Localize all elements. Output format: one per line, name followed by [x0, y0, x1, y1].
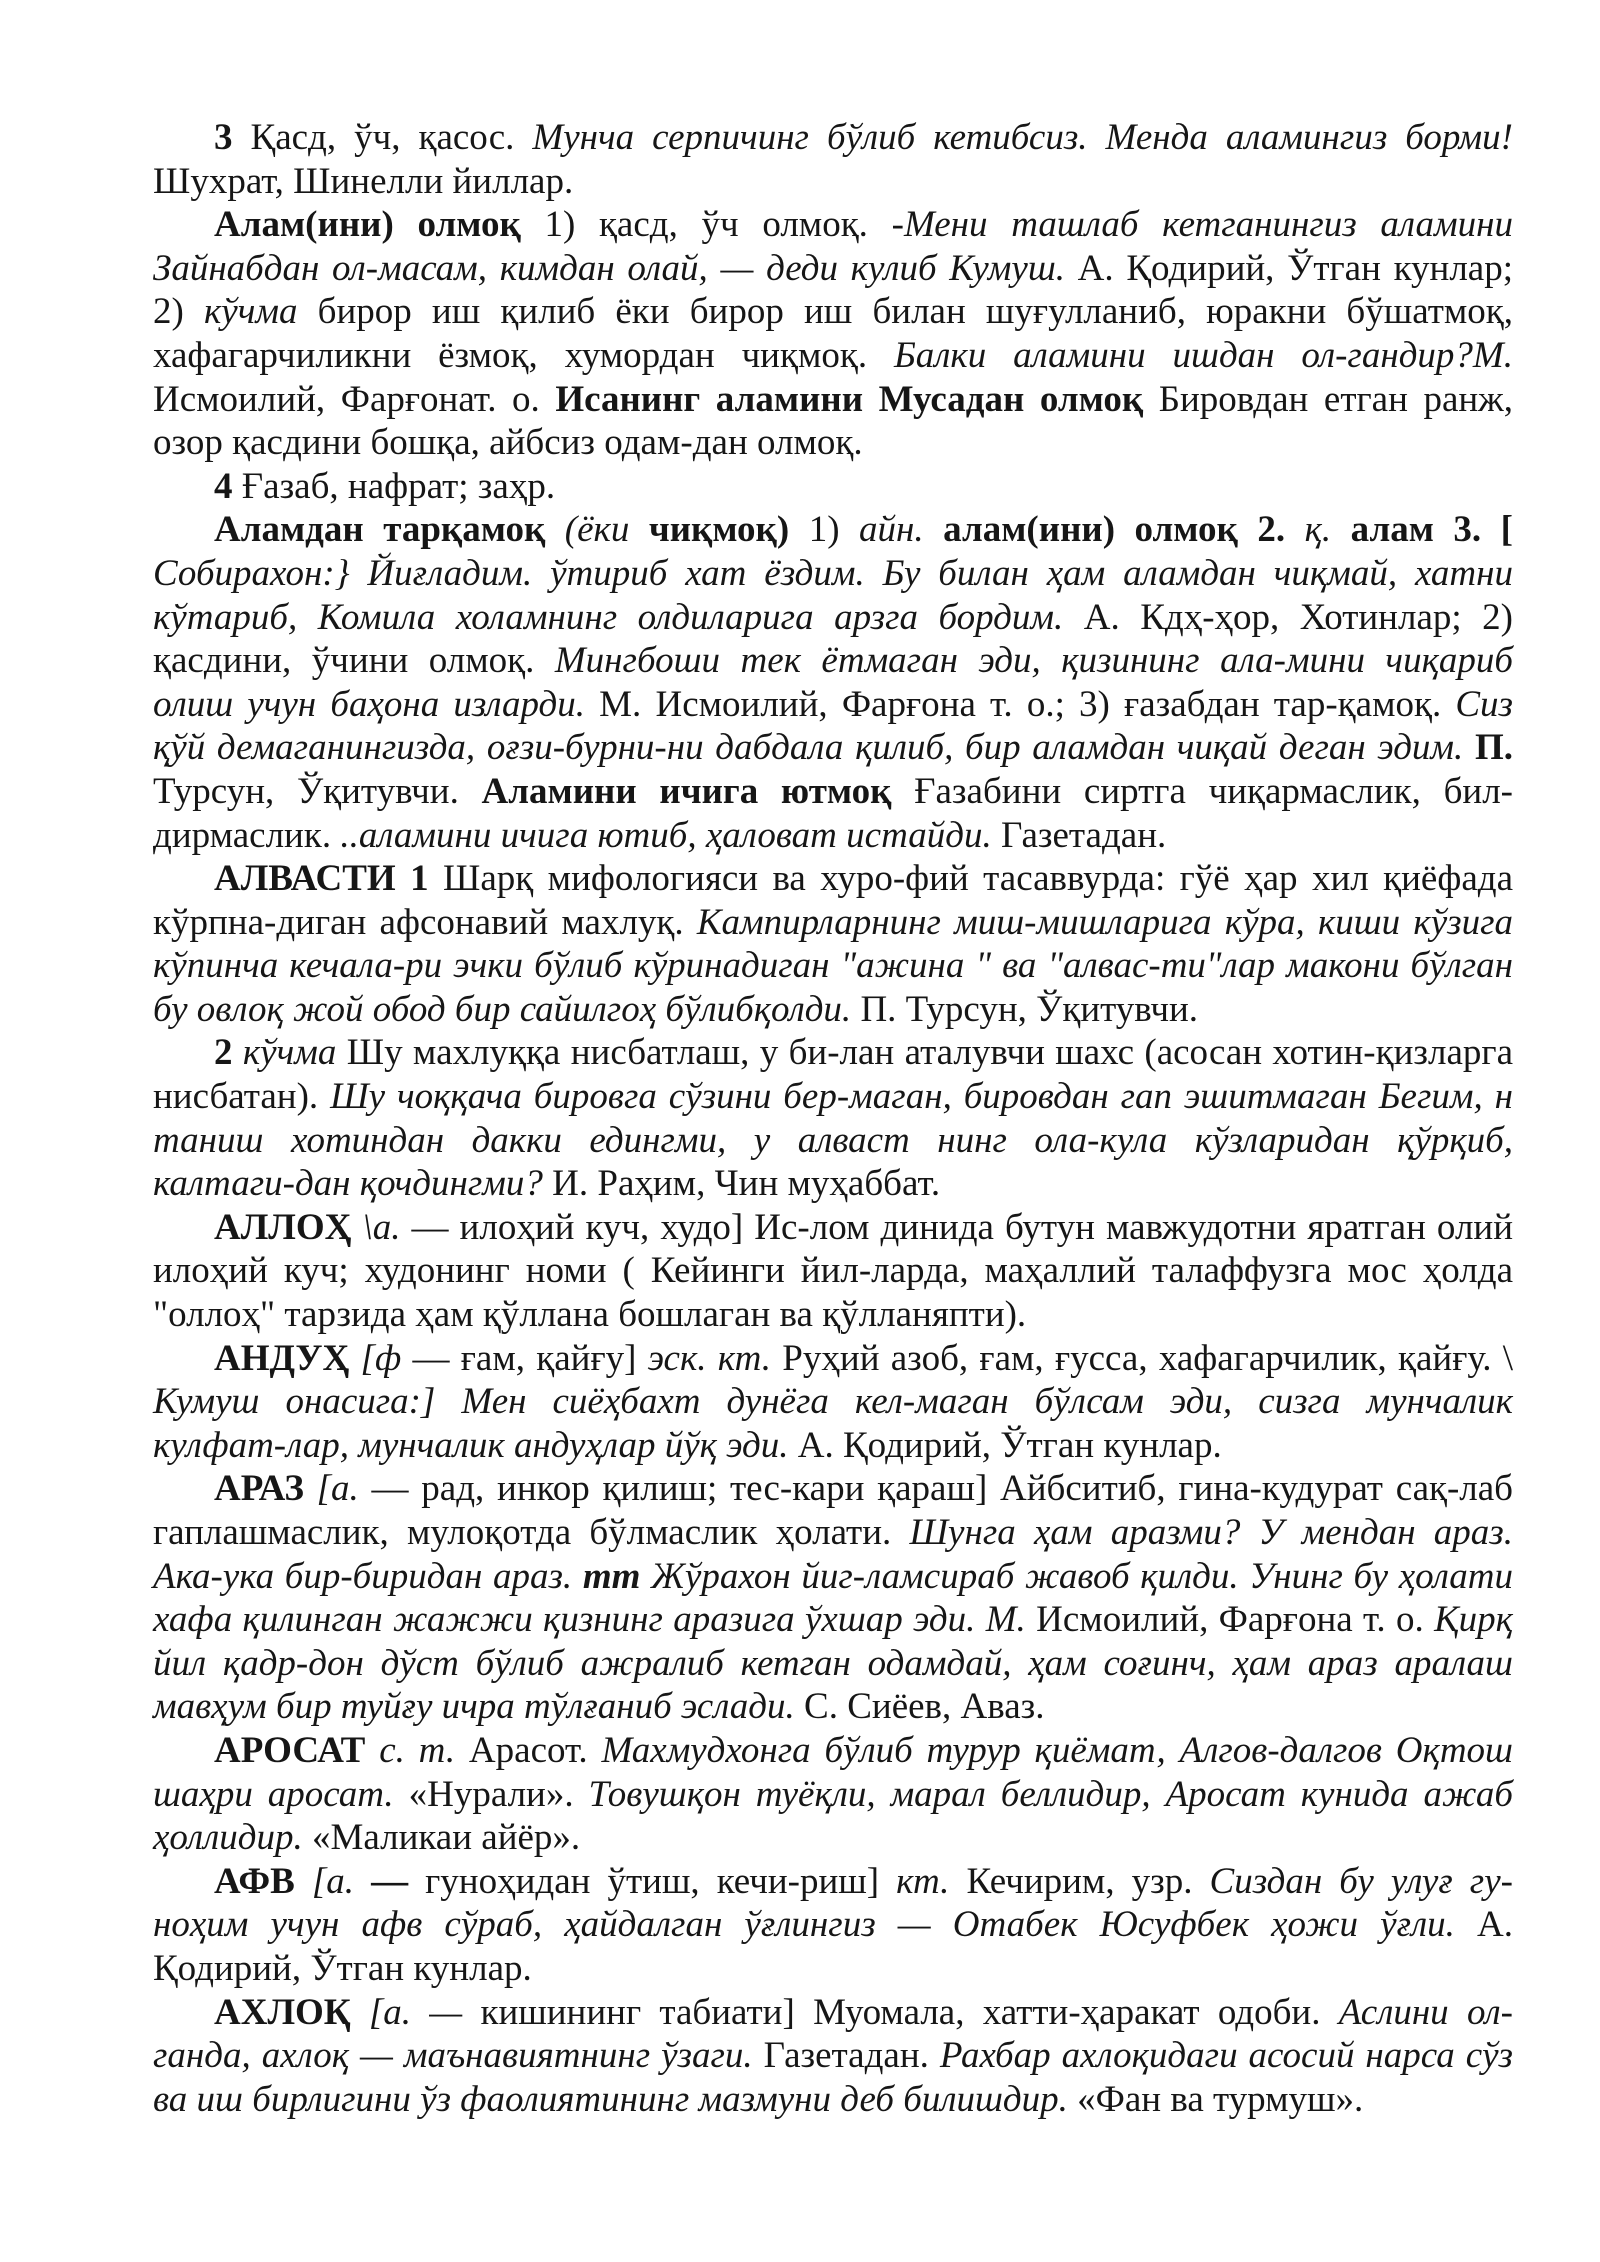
text-line — [153, 2034, 1513, 2078]
text-line — [153, 857, 1513, 901]
italic-text: ганда, ахлоқ — маънавиятнинг ўзаги. — [153, 2035, 753, 2077]
italic-text: кт. — [896, 1860, 950, 1902]
regular-text: Арасот. — [455, 1729, 602, 1771]
dictionary-entry — [153, 116, 1513, 203]
italic-text: Зайнабдан ол-масам, кимдан олай, — деди кулиб Кумуш. — [153, 247, 1065, 289]
dictionary-entry — [153, 1467, 1513, 1729]
regular-text: қасдини, ўчини олмоқ. — [153, 640, 555, 682]
regular-text: гаплашмаслик, мулоқотда бўлмаслик ҳолати. — [153, 1512, 910, 1553]
italic-text: [а. — [311, 1860, 372, 1902]
regular-text: кишининг табиати] Муомала, хатти-ҳаракат одоби. — [462, 1991, 1339, 2033]
italic-text: Товушқон туёқли, марал беллидир, Аросат кунида ажаб — [588, 1773, 1514, 1815]
text-line — [153, 1860, 1513, 1904]
regular-text: А. Кдҳ-ҳор, Хотинлар; 2) — [1063, 596, 1513, 638]
italic-text: Аслини ол- — [1338, 1991, 1513, 2033]
regular-text: — рад, инкор қилиш; тес-кари қараш] Айбситиб, гина-кудурат сақ-лаб — [358, 1468, 1513, 1510]
italic-text: кўтариб, Комила холамнинг олдиларига арзга бордим. — [153, 596, 1064, 638]
bold-text: АЛЛОҲ — [214, 1206, 363, 1248]
text-line — [153, 1729, 1513, 1773]
bold-text: П. — [1474, 727, 1513, 769]
regular-text: С. Сиёев, Аваз. — [794, 1686, 1045, 1728]
regular-text: Ғазаб, нафрат; заҳр. — [232, 465, 556, 507]
regular-text: Исмоилий, Фарғона т. о. — [1025, 1599, 1435, 1641]
regular-text: А. Қодирий, Ўтган кунлар; — [1065, 247, 1513, 289]
regular-text: А. — [1454, 1904, 1513, 1946]
regular-text: Исмоилий, Фарғонат. о. — [153, 378, 556, 420]
italic-text: Махмудхонга бўлиб турур қиёмат, Алгов-далгов Оқтош — [601, 1729, 1513, 1771]
italic-text: йил қадр-дон дўст бўлиб ажралиб кетган одамдай, ҳам соғинч, ҳам араз аралаш — [153, 1642, 1513, 1684]
italic-text: Мунча серпичинг бўлиб кетибсиз. Менда аламингиз борми! — [532, 117, 1513, 158]
text-line — [153, 1773, 1513, 1817]
italic-text: [а. — — [368, 1991, 463, 2033]
bold-text: чиқмоқ) — [648, 509, 790, 551]
text-line — [153, 1119, 1513, 1163]
italic-text: кўчма — [242, 1032, 337, 1074]
regular-text: Кечирим, узр. — [949, 1860, 1210, 1902]
italic-text: Ака-ука бир-биридан араз. — [153, 1555, 583, 1597]
dictionary-entry — [153, 1991, 1513, 2122]
regular-text: Шу махлуққа нисбатлаш, у би-лан аталувчи шахс (асосан хотин-қизларга — [336, 1032, 1513, 1074]
italic-text: [ф — [360, 1337, 402, 1379]
bold-text: Аламини ичига ютмоқ — [481, 770, 892, 812]
italic-text: ва иш бирлигини ўз фаолиятининг мазмуни деб билишдир. — [153, 2078, 1068, 2120]
italic-text: Балки аламини ишдан ол-гандир?М. — [893, 334, 1513, 376]
text-line — [153, 726, 1513, 770]
italic-text: олиш учун баҳона изларди. — [153, 683, 585, 725]
bold-text: 4 — [214, 465, 233, 507]
regular-text: илоҳий куч; худонинг номи ( Кейинги йил-ларда, маҳаллий талаффузга мос ҳолда — [153, 1250, 1513, 1292]
italic-text: Мингбоши тек ётмаган эди, қизининг ала-мини чиқариб — [554, 640, 1513, 682]
regular-text: Ғазабини сиртга чиқармаслик, бил- — [891, 770, 1513, 812]
bold-text: Исанинг аламини Мусадан олмоқ — [555, 378, 1144, 420]
dictionary-entry — [153, 1206, 1513, 1337]
text-line — [153, 378, 1513, 422]
bold-text: АФВ — [214, 1860, 312, 1902]
regular-text: хафагарчиликни ёзмоқ, хумордан чиқмоқ. — [153, 334, 894, 376]
regular-text: П. Турсун, Ўқитувчи. — [851, 988, 1199, 1030]
bold-text: АЛВАСТИ 1 — [214, 858, 429, 900]
text-line — [153, 1598, 1513, 1642]
text-line — [153, 944, 1513, 988]
text-line — [153, 2078, 1513, 2122]
text-line — [153, 901, 1513, 945]
italic-text: мавҳум бир туйғу ичра тўлғаниб эслади. — [153, 1686, 795, 1728]
italic-text: таниш хотиндан дакки едингми, у алваст нинг ола-кула кўзларидан қўрқиб, — [153, 1119, 1513, 1161]
text-line — [153, 1816, 1513, 1860]
italic-text: Сиз — [1455, 683, 1513, 725]
bold-text: алам(ини) олмоқ 2. — [943, 509, 1305, 551]
regular-text: А. Қодирий, Ўтган кунлар. — [788, 1424, 1222, 1466]
text-line — [153, 1249, 1513, 1293]
dictionary-entry — [153, 1860, 1513, 1991]
text-line — [153, 1642, 1513, 1686]
dictionary-entry — [153, 508, 1513, 857]
regular-text: кўрпна-диган афсонавий махлуқ. — [153, 901, 697, 943]
regular-text: озор қасдини бошқа, айбсиз одам-дан олмоқ. — [153, 422, 863, 464]
regular-text: гуноҳидан ўтиш, кечи-риш] — [408, 1860, 897, 1902]
italic-text: ноҳим учун афв сўраб, ҳайдалган ўғлингиз — Отабек Юсуфбек ҳожи ўғли. — [153, 1904, 1455, 1946]
text-line — [153, 1162, 1513, 1206]
dictionary-page-text — [153, 116, 1513, 2121]
regular-text: нисбатан). — [153, 1076, 331, 1118]
text-line — [153, 203, 1513, 247]
bold-text: 3 — [214, 117, 233, 158]
italic-text: Сиздан бу улуғ гу- — [1209, 1860, 1513, 1902]
regular-text: Шухрат, Шинелли йиллар. — [153, 160, 574, 202]
text-line — [153, 1903, 1513, 1947]
dictionary-entry — [153, 1031, 1513, 1205]
text-line — [153, 770, 1513, 814]
regular-text: "оллоҳ" тарзида ҳам қўллана бошлаган ва қўлланяпти). — [153, 1294, 1027, 1336]
regular-text: Бировдан етган ранж, — [1143, 378, 1513, 420]
regular-text: 1) қасд, ўч олмоқ. — [520, 204, 892, 246]
italic-text: қўй демаганингизда, оғзи-бурни-ни дабдала қилиб, бир аламдан чиқай деган эдим. — [153, 727, 1475, 769]
bold-text: АРАЗ — [214, 1468, 317, 1510]
text-line — [153, 1555, 1513, 1599]
text-line — [153, 1424, 1513, 1468]
italic-text: [а. — [316, 1468, 359, 1510]
regular-text: И. Раҳим, Чин муҳаббат. — [542, 1163, 941, 1205]
text-line — [153, 1206, 1513, 1250]
italic-text: айн. — [859, 509, 944, 551]
italic-text: Кумуш онасига:] Мен сиёҳбахт дунёга кел-маган бўлсам эди, сизга мунчалик — [153, 1381, 1513, 1423]
regular-text: 1) — [789, 509, 860, 551]
regular-text: «Нурали». — [393, 1773, 589, 1815]
bold-text: алам 3. [ — [1350, 509, 1513, 551]
regular-text: — илоҳий куч, худо] Ис-лом динида бутун мавжудотни яратган олий — [400, 1206, 1514, 1248]
text-line — [153, 1685, 1513, 1729]
text-line — [153, 1075, 1513, 1119]
text-line — [153, 1991, 1513, 2035]
regular-text: Турсун, Ўқитувчи. — [153, 770, 482, 812]
dictionary-entry — [153, 1729, 1513, 1860]
text-line — [153, 1293, 1513, 1337]
text-line — [153, 421, 1513, 465]
bold-text: — — [371, 1860, 409, 1902]
text-line — [153, 988, 1513, 1032]
text-line — [153, 465, 1513, 509]
regular-text: Газетадан. — [991, 814, 1167, 856]
regular-text: Қодирий, Ўтган кунлар. — [153, 1947, 532, 1989]
regular-text: Қасд, ўч, қасос. — [232, 117, 533, 158]
text-line — [153, 334, 1513, 378]
regular-text: Руҳий азоб, ғам, ғусса, хафагарчилик, қайғу. \ — [771, 1337, 1513, 1379]
italic-text: калтаги-дан қочдингми? — [153, 1163, 543, 1205]
italic-text: эск. кт. — [647, 1337, 772, 1379]
bold-italic-text: тт — [582, 1555, 641, 1597]
italic-text: кўпинча кечала-ри эчки бўлиб кўринадиган "ажина " ва "алвас-ти"лар макони бўлган — [153, 945, 1513, 987]
text-line — [153, 552, 1513, 596]
text-line — [153, 1947, 1513, 1991]
italic-text: қ. — [1304, 509, 1351, 551]
italic-text: Кампирларнинг миш-мишларига кўра, киши кўзига — [696, 901, 1513, 943]
text-line — [153, 1467, 1513, 1511]
bold-text: АХЛОҚ — [214, 1991, 369, 2033]
regular-text: Шарқ мифологияси ва хуро-фий тасаввурда: гўё ҳар хил қиёфада — [428, 858, 1513, 900]
bold-text: Алам(ини) олмоқ — [214, 204, 521, 246]
italic-text: ҳоллидир. — [153, 1817, 303, 1859]
regular-text: «Фан ва турмуш». — [1067, 2078, 1364, 2120]
regular-text: бирор иш қилиб ёки бирор иш билан шуғулланиб, юракни бўшатмоқ, — [297, 291, 1514, 333]
italic-text: Шу чоққача бировга сўзини бер-маган, бировдан гап эшитмаган Бегим, н — [330, 1076, 1513, 1118]
bold-text: АРОСАТ — [214, 1729, 380, 1771]
text-line — [153, 1511, 1513, 1555]
dictionary-entry — [153, 203, 1513, 465]
text-line — [153, 1031, 1513, 1075]
regular-text: «Маликаи айёр». — [302, 1817, 581, 1859]
regular-text: дирмаслик. — [153, 814, 341, 856]
text-line — [153, 1380, 1513, 1424]
text-line — [153, 596, 1513, 640]
regular-text: — ғам, қайғу] — [401, 1337, 648, 1379]
regular-text: М. Исмоилий, Фарғона т. о.; 3) ғазабдан тар-қамоқ. — [584, 683, 1456, 725]
dictionary-entry — [153, 1337, 1513, 1468]
text-line — [153, 160, 1513, 204]
text-line — [153, 1337, 1513, 1381]
italic-text: Шунга ҳам аразми? У мендан араз. — [909, 1512, 1513, 1553]
italic-text: кулфат-лар, мунчалик андуҳлар йўқ эди. — [153, 1424, 789, 1466]
text-line — [153, 814, 1513, 858]
italic-text: ..аламини ичига ютиб, ҳаловат истайди. — [340, 814, 992, 856]
text-line — [153, 683, 1513, 727]
text-line — [153, 116, 1513, 160]
dictionary-entry — [153, 465, 1513, 509]
dictionary-entry — [153, 857, 1513, 1031]
italic-text: Жўрахон йиг-ламсираб жавоб қилди. Унинг бу ҳолати — [640, 1555, 1513, 1597]
italic-text: шаҳри аросат. — [153, 1773, 394, 1815]
bold-text: АНДУҲ — [214, 1337, 361, 1379]
italic-text: бу овлоқ жой обод бир сайилгоҳ бўлибқолди. — [153, 988, 852, 1030]
italic-text: Собирахон:} Йиғладим. ўтириб хат ёздим. Бу билан ҳам аламдан чиқмай, хатни — [153, 552, 1513, 594]
regular-text: Газетадан. — [752, 2035, 940, 2077]
italic-text: кўчма — [203, 291, 298, 333]
italic-text: Қирқ — [1434, 1599, 1513, 1641]
italic-text: -Мени ташлаб кетганингиз аламини — [891, 204, 1513, 246]
bold-text: Аламдан тарқамоқ — [214, 509, 565, 551]
text-line — [153, 247, 1513, 291]
text-line — [153, 290, 1513, 334]
italic-text: (ёки — [564, 509, 649, 551]
italic-text: с. т. — [379, 1729, 456, 1771]
italic-text: хафа қилинган жажжи қизнинг аразига ўхшар эди. М. — [153, 1599, 1026, 1641]
italic-text: Рахбар ахлоқидаги асосий нарса сўз — [939, 2035, 1513, 2077]
regular-text: 2) — [153, 291, 204, 333]
text-line — [153, 639, 1513, 683]
italic-text: \а. — [362, 1206, 401, 1248]
text-line — [153, 508, 1513, 552]
bold-text: 2 — [214, 1032, 243, 1074]
